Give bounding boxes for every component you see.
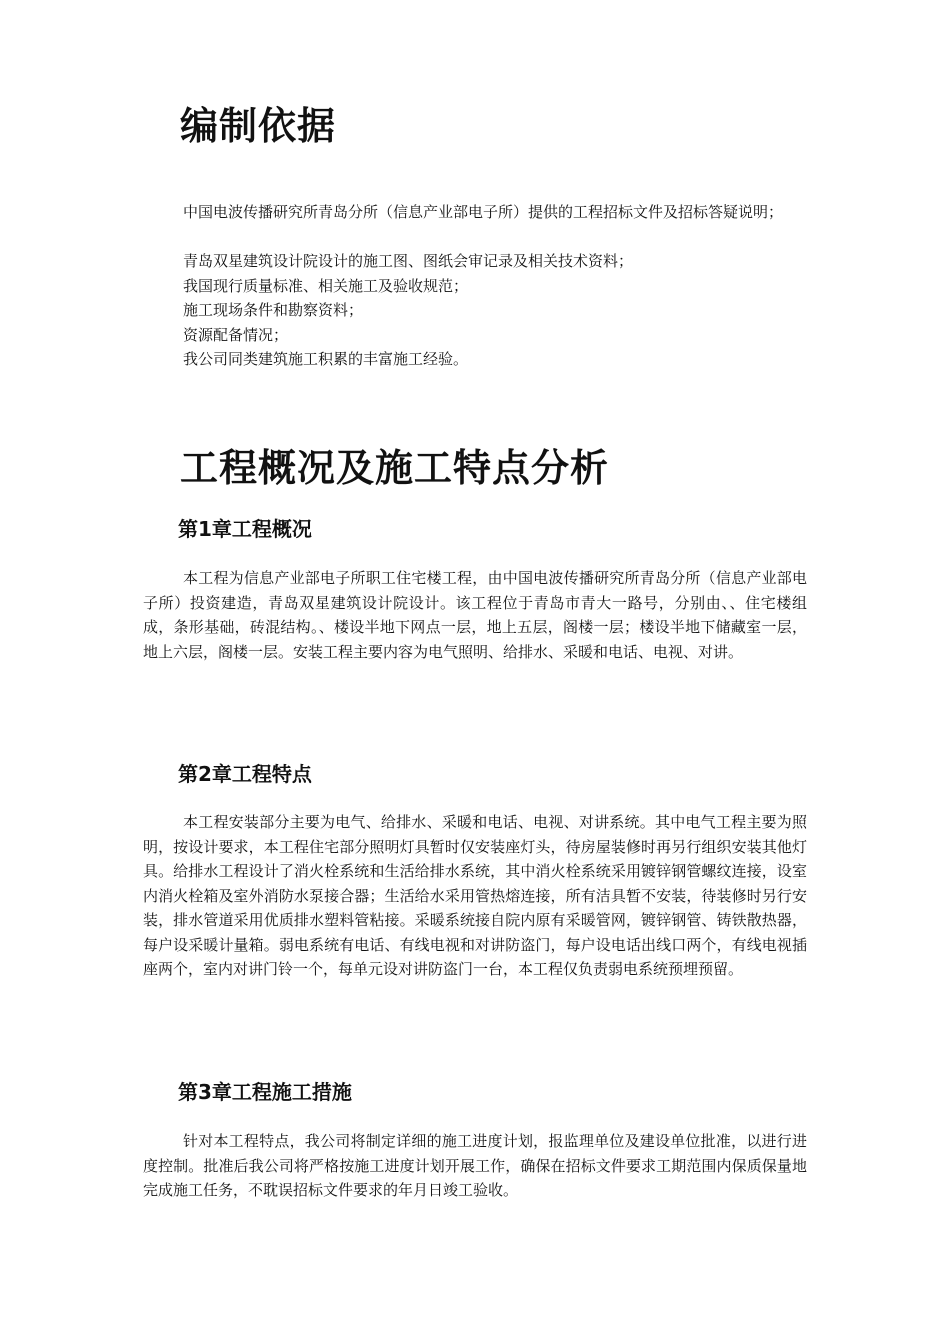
list-item: 我公司同类建筑施工积累的丰富施工经验。 xyxy=(183,350,469,368)
chapter-1-title: 第1章工程概况 xyxy=(178,517,312,541)
section-title-basis: 编制依据 xyxy=(180,104,337,148)
chapter-1-text: 本工程为信息产业部电子所职工住宅楼工程，由中国电波传播研究所青岛分所（信息产业部电子所）投资建造，青岛双星建筑设计院设计。该工程位于青岛市青大一路号，分别由、、住宅楼组成，条形基础，砖混结构。、楼设半地下网点一层，地上五层，阁楼一层；楼设半地下储藏室一层，地上六层，阁楼一层。安装工程主要内容为电气照明、给排水、采暖和电话、电视、对讲。 xyxy=(143,569,807,661)
list-item: 青岛双星建筑设计院设计的施工图、图纸会审记录及相关技术资料； xyxy=(183,252,634,270)
list-item: 我国现行质量标准、相关施工及验收规范； xyxy=(183,276,469,295)
chapter-3-title: 第3章工程施工措施 xyxy=(178,1080,352,1104)
list-item: 资源配备情况； xyxy=(183,325,289,344)
basis-intro-paragraph: 中国电波传播研究所青岛分所（信息产业部电子所）提供的工程招标文件及招标答疑说明； xyxy=(183,203,784,221)
chapter-3-text: 针对本工程特点，我公司将制定详细的施工进度计划，报监理单位及建设单位批准，以进行进度控制。批准后我公司将严格按施工进度计划开展工作，确保在招标文件要求工期范围内保质保量地完成施工任务，不耽误招标文件要求的年月日竣工验收。 xyxy=(143,1132,807,1199)
basis-list xyxy=(183,249,633,372)
chapter-2-text: 本工程安装部分主要为电气、给排水、采暖和电话、电视、对讲系统。其中电气工程主要为照明，按设计要求，本工程住宅部分照明灯具暂时仅安装座灯头，待房屋装修时再另行组织安装其他灯具。给排水工程设计了消火栓系统和生活给排水系统，其中消火栓系统采用镀锌钢管螺纹连接，设室内消火栓箱及室外消防水泵接合器；生活给水采用管热熔连接，所有洁具暂不安装，待装修时另行安装，排水管道采用优质排水塑料管粘接。采暖系统接自院内原有采暖管网，镀锌钢管、铸铁散热器，每户设采暖计量箱。弱电系统有电话、有线电视和对讲防盗门，每户设电话出线口两个，有线电视插座两个，室内对讲门铃一个，每单元设对讲防盗门一台，本工程仅负责弱电系统预埋预留。 xyxy=(143,813,807,978)
chapter-2-title: 第2章工程特点 xyxy=(178,762,312,786)
section-title-overview: 工程概况及施工特点分析 xyxy=(180,446,610,490)
list-item: 施工现场条件和勘察资料； xyxy=(183,301,364,319)
